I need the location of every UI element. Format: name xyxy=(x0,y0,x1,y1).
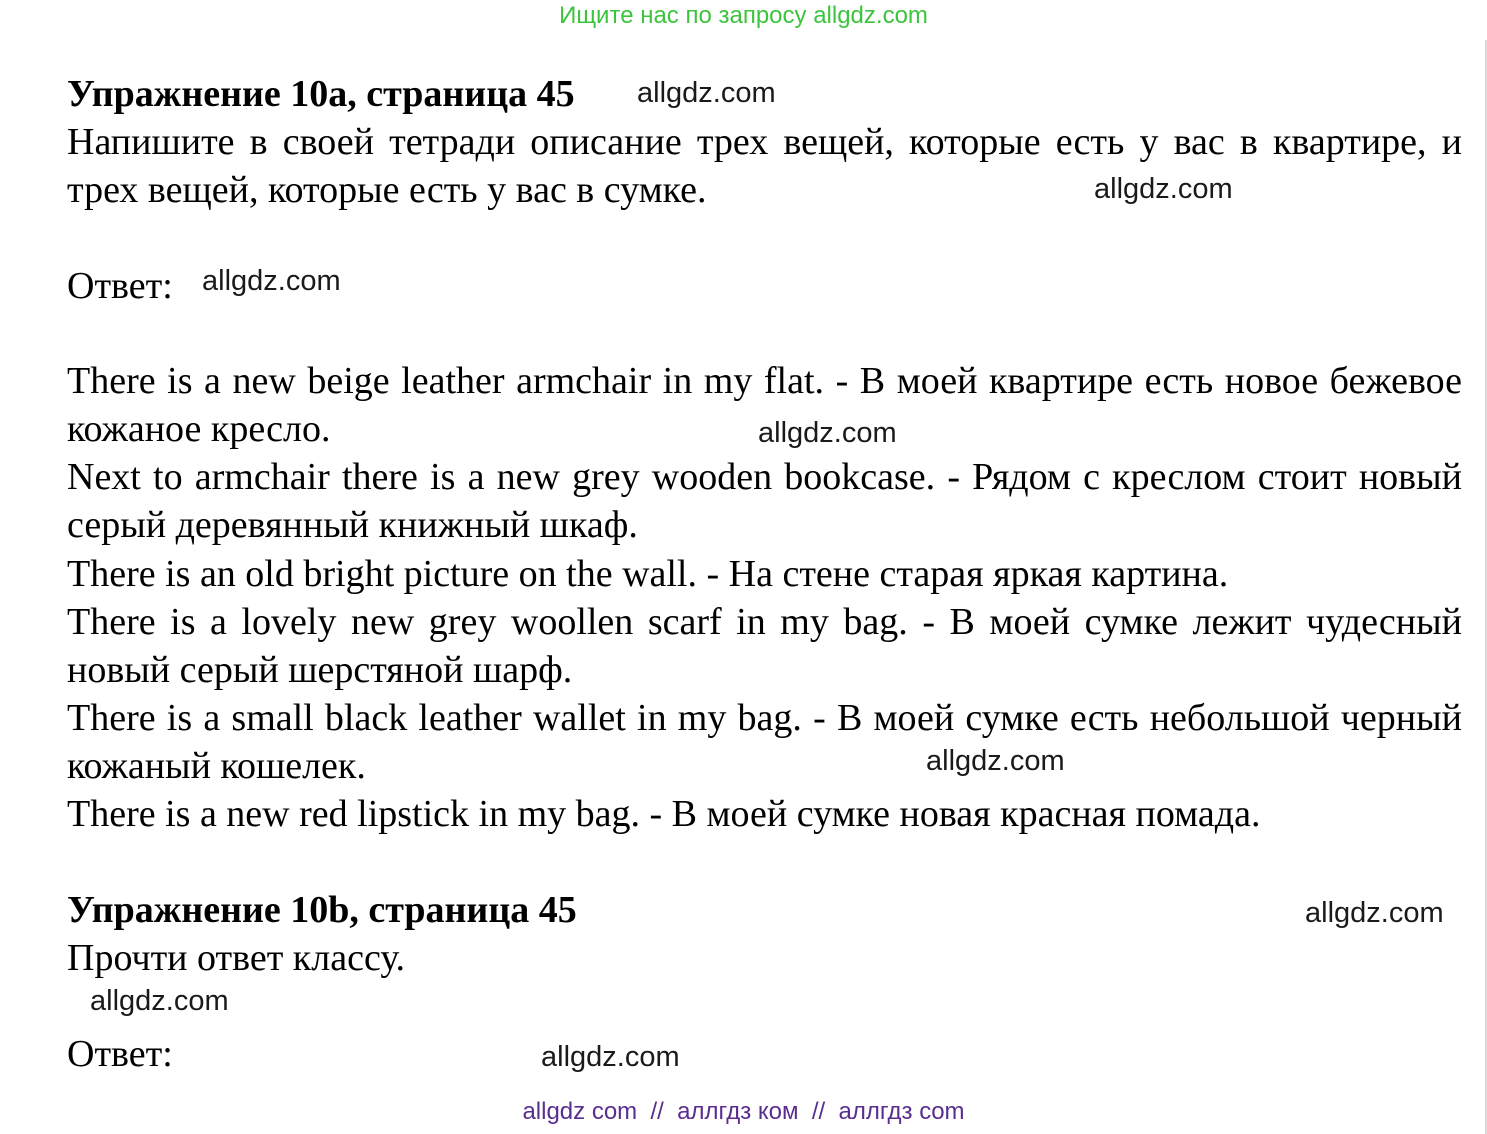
exercise-10b-answer-label: Ответ: xyxy=(67,1033,173,1075)
exercise-10b-task: Прочти ответ классу. xyxy=(67,937,406,979)
watermark: allgdz.com xyxy=(1305,897,1444,929)
watermark: allgdz.com xyxy=(90,985,229,1017)
answer-line-4: There is a lovely new grey woollen scarf in my bag. - В моей сумке лежит чудесный новый серый шерстяной шарф. xyxy=(67,601,1462,691)
watermark: allgdz.com xyxy=(926,745,1065,777)
watermark: allgdz.com xyxy=(1094,173,1233,205)
watermark: allgdz.com xyxy=(637,77,776,109)
answer-line-3: There is an old bright picture on the wall. - На стене старая яркая картина. xyxy=(67,553,1229,595)
answer-line-1: There is a new beige leather armchair in my flat. - В моей квартире есть новое бежевое кожаное кресло. xyxy=(67,360,1462,450)
watermark: allgdz.com xyxy=(541,1041,680,1073)
watermark: allgdz.com xyxy=(202,265,341,297)
answer-line-5: There is a small black leather wallet in my bag. - В моей сумке есть небольшой черный кожаный кошелек. xyxy=(67,697,1462,787)
watermark: allgdz.com xyxy=(758,417,897,449)
bottom-site-banner[interactable]: allgdz com // аллгдз ком // аллгдз com xyxy=(522,1098,965,1125)
top-search-banner[interactable]: Ищите нас по запросу allgdz.com xyxy=(559,2,928,29)
exercise-10a-heading: Упражнение 10a, страница 45 xyxy=(67,73,575,115)
answer-line-2: Next to armchair there is a new grey wooden bookcase. - Рядом с креслом стоит новый серый деревянный книжный шкаф. xyxy=(67,456,1462,546)
exercise-10b-heading: Упражнение 10b, страница 45 xyxy=(67,889,577,931)
answer-line-6: There is a new red lipstick in my bag. - В моей сумке новая красная помада. xyxy=(67,793,1261,835)
exercise-10a-answer-label: Ответ: xyxy=(67,265,173,307)
exercise-10a-task: Напишите в своей тетради описание трех вещей, которые есть у вас в квартире, и трех вещей, которые есть у вас в сумке. xyxy=(67,121,1462,211)
